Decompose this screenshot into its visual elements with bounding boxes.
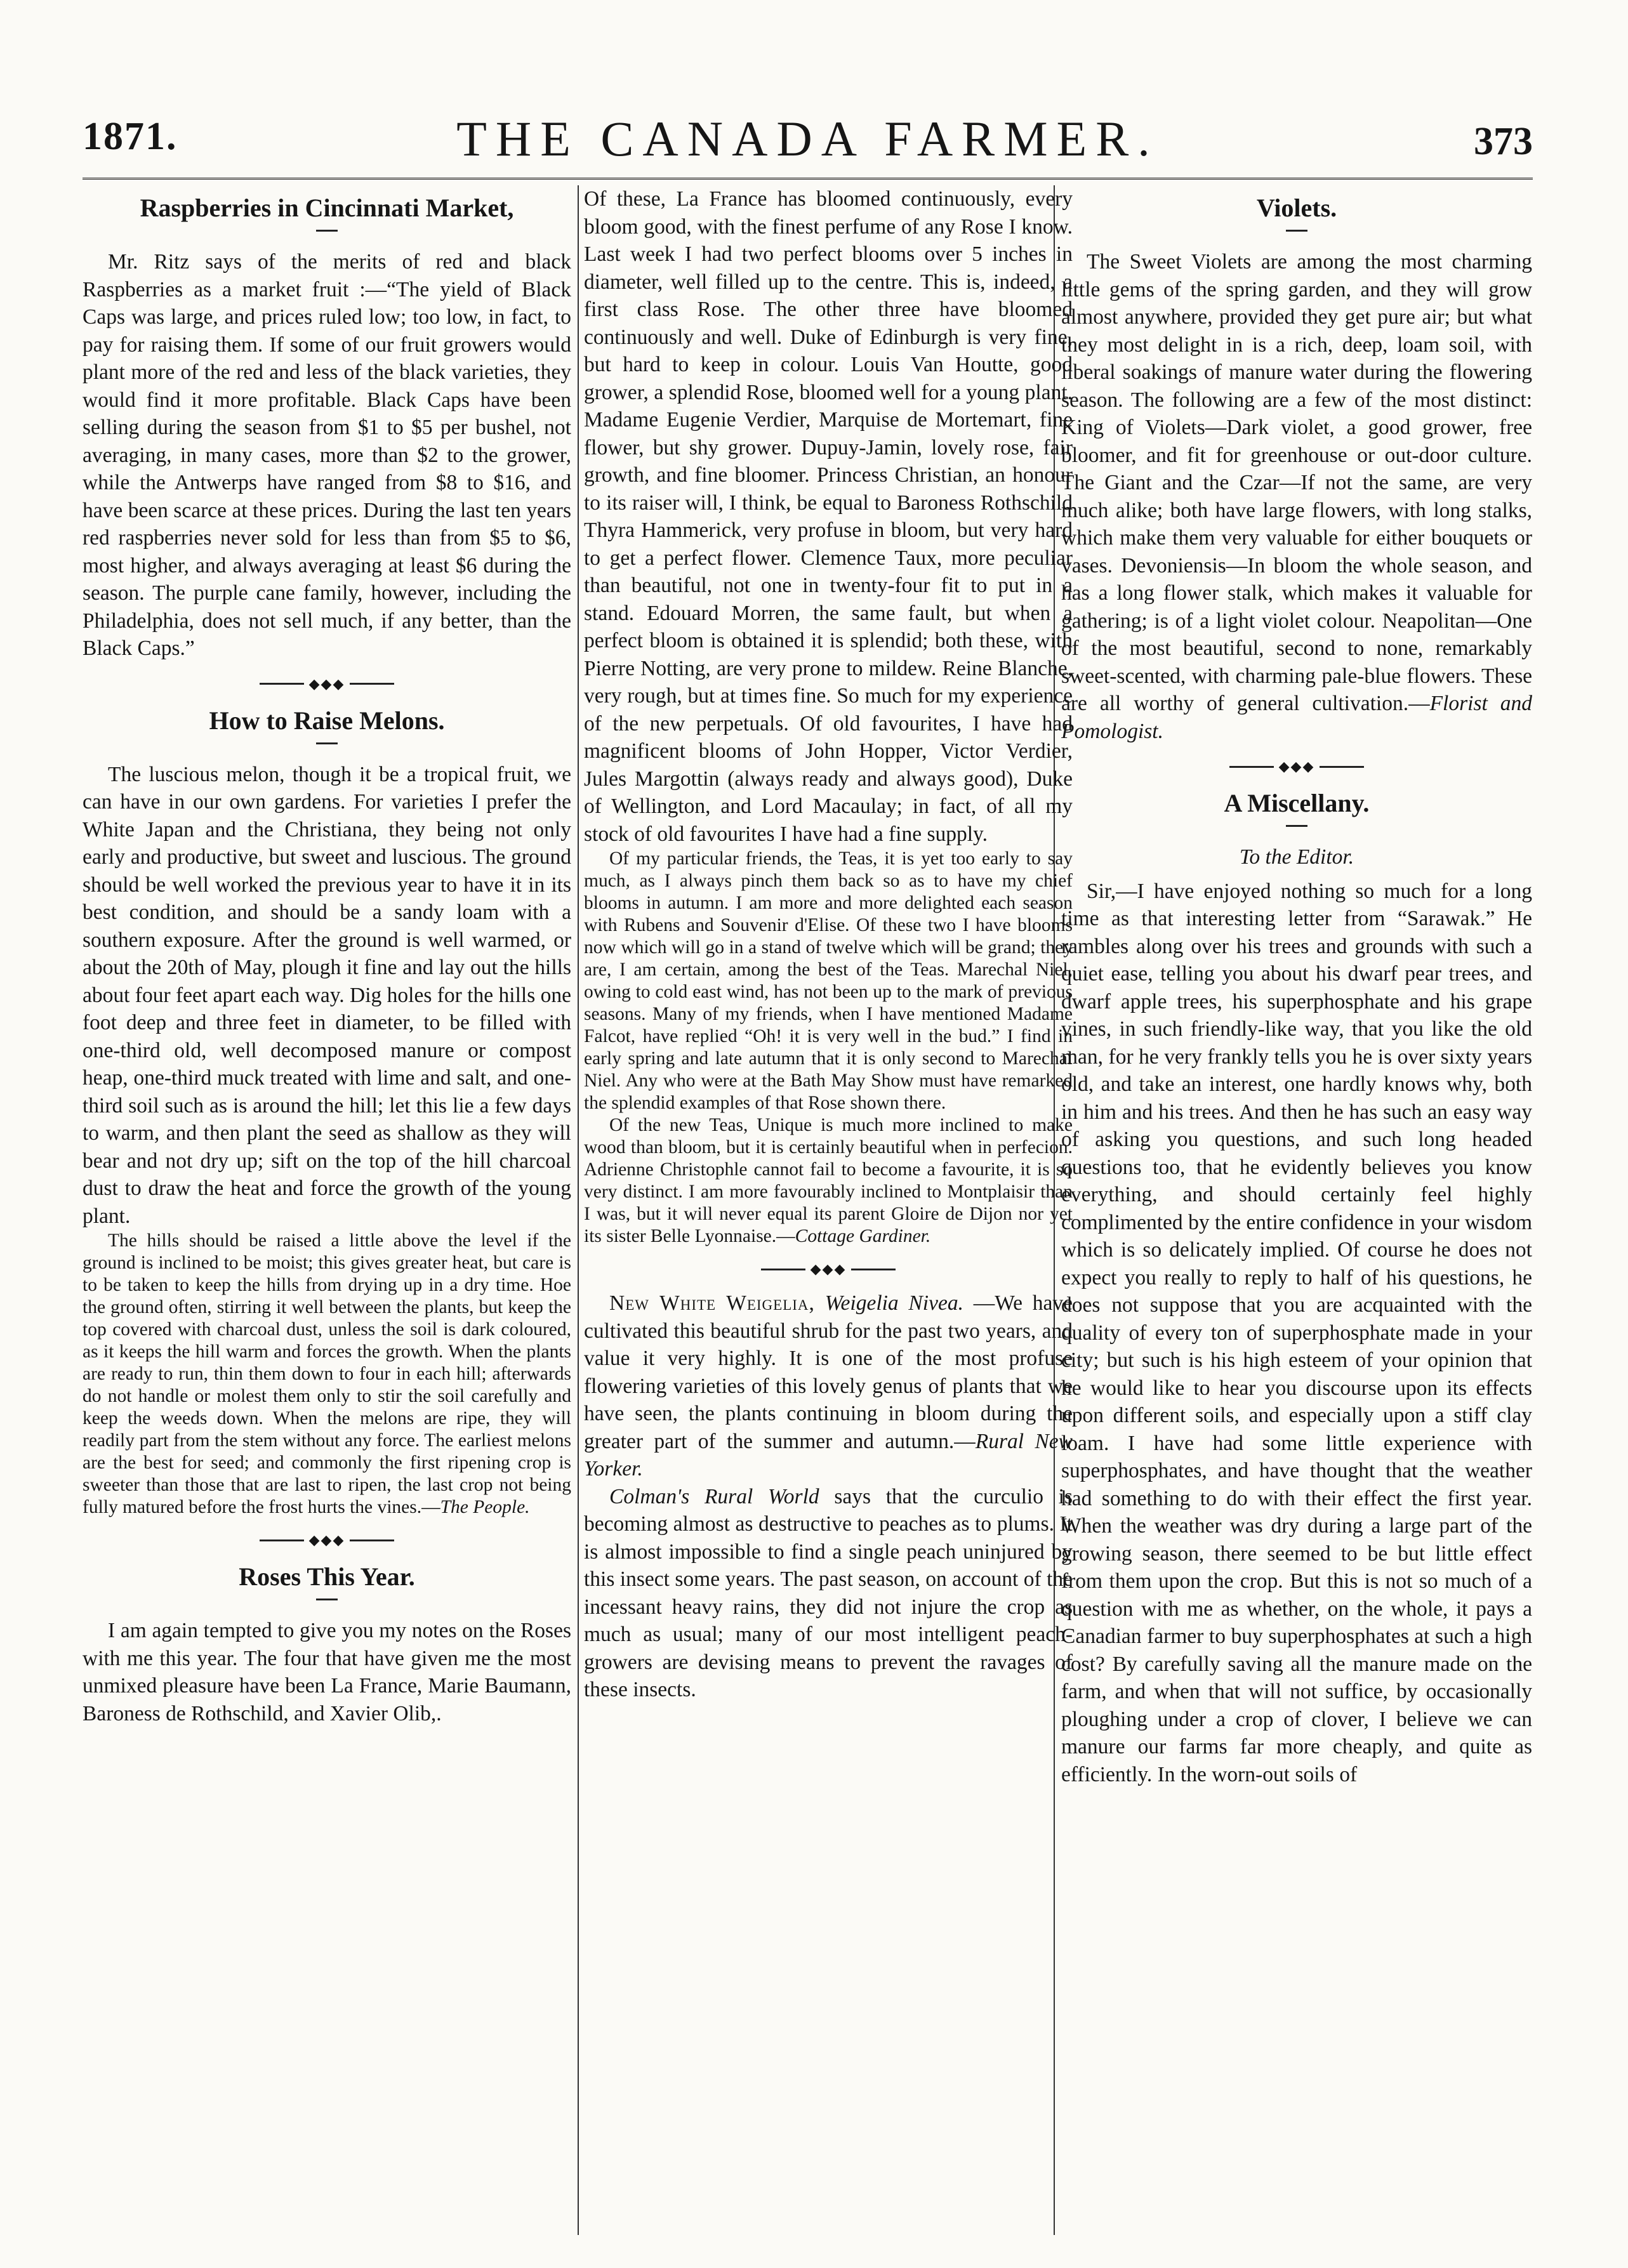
article-title: Raspberries in Cincinnati Market,	[140, 194, 514, 222]
newspaper-title: THE CANADA FARMER.	[456, 111, 1159, 166]
note-latin-name: Weigelia Nivea.	[824, 1291, 963, 1315]
title-dash	[316, 230, 338, 232]
article-body-small: Of my particular friends, the Teas, it is yet too early to say much, as I always pinch them back so as to have my chief blooms in autumn. I am more and more delighted each season with Rubens and Souvenir d'Elise. Of these two I have blooms now which will go in a stand of twelve which will be grand; they are, I am certain, among the best of the Teas. Marechal Niel, owing to cold east wind, has not been up to the mark of previous seasons. Many of my friends, when I have mentioned Madame Falcot, have replied “Oh! it is very well in the bud.” I find in early spring and late autumn that it is only second to Marechal Niel. Any who were at the Bath May Show must have remarked the splendid examples of that Rose shown there.	[584, 848, 1073, 1113]
article-source: Florist and Pomologist.	[1061, 692, 1532, 743]
section-ornament: ◆◆◆	[584, 1262, 1073, 1277]
article-body: Mr. Ritz says of the merits of red and black Raspberries as a market fruit :—“The yield of Black Caps was large, and prices ruled low; too low, in fact, to pay for raising them. If some of our fruit growers would plant more of the red and less of the black varieties, they would find it more profitable. Black Caps have been selling during the season from $1 to $5 per bushel, not averaging, in many cases, more than $2 to the grower, while the Antwerps have ranged from $8 to $16, and have been scarce at these prices. During the last ten years red raspberries never sold for less than from $5 to $6, most higher, and always averaging at least $6 during the season. The purple cane family, however, including the Philadelphia, does not sell much, if any better, than the Black Caps.”	[83, 250, 571, 660]
article-title: Roses This Year.	[239, 1562, 415, 1591]
article-miscellany	[1061, 787, 1532, 1788]
section-ornament: ◆◆◆	[83, 1533, 571, 1548]
masthead	[83, 108, 1533, 180]
article-body: The hills should be raised a little above the level if the ground is inclined to be moist; this gives greater heat, but care is to be taken to keep the hills from drying up in a dry time. Hoe the ground often, stirring it well between the plants, but keep the top covered with charcoal dust, unless the soil is dark coloured, as it keeps the hill warm and forces the growth. When the plants are ready to run, thin them down to four in each hill; afterwards do not handle or molest them only to stir the soil carefully and keep the weeds down. When the melons are ripe, they will readily part from the stem without any force. The earliest melons are the best for seed; and commonly the first ripening crop is sweeter than those that are last to ripen, the last crop not being fully matured before the frost hurts the vines.—	[83, 1230, 571, 1517]
article-body: The luscious melon, though it be a tropical fruit, we can have in our own gardens. For varieties I prefer the White Japan and the Christiana, they being not only early and productive, but sweet and luscious. The ground should be well worked the previous year to have it in its best condition, and should be a sandy loam with a southern exposure. After the ground is well warmed, or about the 20th of May, plough it fine and lay out the hills about four feet apart each way. Dig holes for the hills one foot deep and three feet in diameter, to be filled with one-third old, well decomposed manure or compost heap, one-third muck treated with lime and salt, and one-third soil such as is around the hill; let this lie a few days to warm, and then plant the seed as shallow as they will bear and not dry up; sift on the top of the hill charcoal dust to draw the heat and force the growth of the young plant.	[83, 762, 571, 1228]
section-ornament: ◆◆◆	[1061, 759, 1532, 774]
weigelia-note	[584, 1289, 1073, 1483]
column-3	[1061, 185, 1532, 2216]
column-2	[584, 185, 1073, 2216]
page-number: 373	[1474, 120, 1533, 163]
note-body: says that the curculio is becoming almost as destructive to peaches as to plums. It is almost impossible to find a single peach uninjured by this insect some years. The past season, on account of the incessant heavy rains, they did not injure the crop as much as usual; many of our most intelligent peach-growers are devising means to prevent the ravages of these insects.	[584, 1484, 1073, 1701]
article-body-small	[83, 1230, 571, 1519]
article-title: Violets.	[1256, 194, 1337, 222]
article-source: Rural New Yorker.	[584, 1429, 1073, 1480]
article-roses	[83, 1560, 571, 1727]
article-source: The People.	[440, 1497, 530, 1517]
article-continuation: Of these, La France has bloomed continuously, every bloom good, with the finest perfume of any Rose I know. Last week I had two perfect blooms over 5 inches in diameter, well filled up to the centre. This is, indeed, a first class Rose. The other three have bloomed continuously and well. Duke of Edinburgh is very fine, but hard to keep in colour. Louis Van Houtte, good grower, a splendid Rose, bloomed well for a young plant. Madame Eugenie Verdier, Marquise de Mortemart, fine flower, but shy grower. Dupuy-Jamin, lovely rose, fair growth, and fine bloomer. Princess Christian, an honour to its raiser will, I think, be equal to Baroness Rothschild Thyra Hammerick, very profuse in bloom, but very hard to get a perfect flower. Clemence Taux, more peculiar than beautiful, not one in twenty-four fit to put in a stand. Edouard Morren, the same fault, but when a perfect bloom is obtained it is splendid; both these, with Pierre Notting, are very prone to mildew. Reine Blanche, very rough, but at times fine. So much for my experience of the new perpetuals. Of old favourites, I have had magnificent blooms of John Hopper, Victor Verdier, Jules Margottin (always ready and always good), Duke of Wellington, and Lord Macaulay; in fact, of all my stock of old favourites I have had a fine supply.	[584, 187, 1073, 846]
title-dash	[316, 742, 338, 744]
article-source: Cottage Gardiner.	[795, 1226, 931, 1246]
title-dash	[1286, 825, 1307, 827]
note-heading: Colman's Rural World	[609, 1484, 819, 1508]
note-body: —We have cultivated this beautiful shrub for the past two years, and value it very highly. It is one of the most profuse flowering varieties of this lovely genus of plants that we have seen, the plants continuing in bloom during the greater part of the summer and autumn.—	[584, 1291, 1073, 1453]
issue-year: 1871.	[83, 115, 178, 158]
article-melons	[83, 704, 571, 1519]
column-1	[83, 185, 571, 2216]
section-ornament: ◆◆◆	[83, 676, 571, 692]
article-violets	[1061, 192, 1532, 745]
article-raspberries	[83, 192, 571, 663]
article-body: I am again tempted to give you my notes on the Roses with me this year. The four that have given me the most unmixed pleasure have been La France, Marie Baumann, Baroness de Rothschild, and Xavier Olib,.	[83, 1619, 571, 1725]
article-body: The Sweet Violets are among the most charming little gems of the spring garden, and they will grow almost anywhere, provided they get pure air; but what they most delight in is a rich, deep, loam soil, with liberal soakings of manure water during the flowering season. The following are a few of the most distinct: King of Violets—Dark violet, a good grower, free bloomer, and fit for greenhouse or out-door culture. The Giant and the Czar—If not the same, are very much alike; both have large flowers, with long stalks, which make them very valuable for either bouquets or vases. Devoniensis—In bloom the whole season, and has a long flower stalk, which makes it valuable for gathering; is of a light violet colour. Neapolitan—One of the most beautiful, second to none, remarkably sweet-scented, with charming pale-blue flowers. These are all worthy of general cultivation.—	[1061, 250, 1532, 715]
colman-note	[584, 1483, 1073, 1704]
article-body-small	[584, 1114, 1073, 1248]
note-heading: New White Weigelia,	[609, 1291, 815, 1315]
article-body: Of the new Teas, Unique is much more inclined to make wood than bloom, but it is certainly beautiful when in perfecion. Adrienne Christophle cannot fail to become a favourite, it is so very distinct. I am more favourably inclined to Montplaisir than I was, but it will never equal its parent Gloire de Dijon nor yet its sister Belle Lyonnaise.—	[584, 1115, 1073, 1246]
title-dash	[1286, 230, 1307, 232]
article-title: A Miscellany.	[1224, 789, 1370, 817]
column-divider	[578, 185, 579, 2235]
article-body: Sir,—I have enjoyed nothing so much for a long time as that interesting letter from “Sarawak.” He rambles along over his trees and grounds with such a quiet ease, telling you about his dwarf pear trees, and dwarf apple trees, his superphosphate and his grape vines, in such friendly-like way, that you like the old man, for he very frankly tells you he is over sixty years old, and take an interest, one hardly knows why, both in him and his trees. And then he has such an easy way of asking you questions, and such long headed questions too, that he evidently believes you know everything, and should certainly feel highly complimented by the entire confidence in your wisdom which is so delicately implied. Of course he does not expect you really to reply to half of his questions, he does not suppose that you are acquainted with the quality of every ton of superphosphate made in your city; but such is his high esteem of your opinion that he would like to hear you discourse upon its effects upon different soils, and especially upon a stiff clay loam. I have had some little experience with superphosphates, and have thought that the weather had something to do with their effect the first year. When the weather was dry during a large part of the growing season, there seemed to be but little effect from them upon the crop. But this is not so much of a question with me as whether, on the whole, it pays a Canadian farmer to buy superphosphates at such a high cost? By carefully saving all the manure made on the farm, and when that will not suffice, by occasionally ploughing under a crop of clover, I believe we can manure our farms far more cheaply, and quite as efficiently. In the worn-out soils of	[1061, 879, 1532, 1786]
title-dash	[316, 1599, 338, 1600]
salutation: To the Editor.	[1239, 845, 1354, 869]
article-title: How to Raise Melons.	[209, 706, 445, 735]
